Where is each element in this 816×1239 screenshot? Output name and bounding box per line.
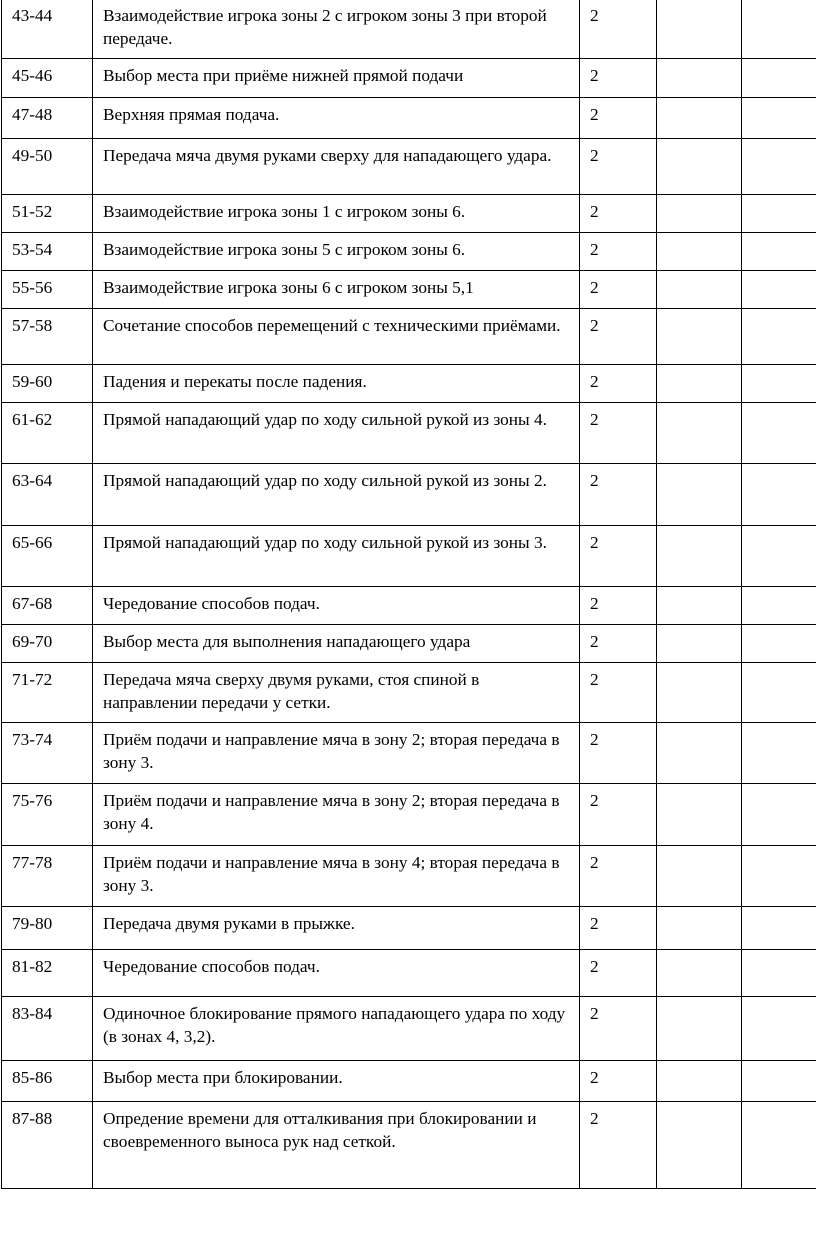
empty-cell	[657, 403, 742, 464]
empty-cell	[742, 907, 816, 950]
lesson-hours-cell: 2	[580, 195, 657, 233]
table-row	[2, 950, 816, 997]
lesson-hours-cell: 2	[580, 784, 657, 846]
lesson-hours-cell: 2	[580, 950, 657, 997]
table-row	[2, 907, 816, 950]
lesson-topic-cell: Передача мяча двумя руками сверху для нападающего удара.	[93, 139, 580, 195]
table-row	[2, 98, 816, 139]
empty-cell	[657, 98, 742, 139]
empty-cell	[742, 98, 816, 139]
lesson-number-cell: 67-68	[2, 587, 93, 625]
lesson-topic-cell: Чередование способов подач.	[93, 587, 580, 625]
lesson-number-cell: 79-80	[2, 907, 93, 950]
empty-cell	[742, 1061, 816, 1102]
lesson-number-cell: 43-44	[2, 0, 93, 59]
empty-cell	[657, 997, 742, 1061]
lesson-number-cell: 59-60	[2, 365, 93, 403]
empty-cell	[657, 907, 742, 950]
lesson-hours-cell: 2	[580, 59, 657, 98]
lesson-number-cell: 77-78	[2, 846, 93, 907]
table-row	[2, 663, 816, 723]
empty-cell	[742, 403, 816, 464]
lesson-hours-cell: 2	[580, 271, 657, 309]
empty-cell	[657, 1102, 742, 1189]
lesson-topic-cell: Приём подачи и направление мяча в зону 2; вторая передача в зону 4.	[93, 784, 580, 846]
lesson-topic-cell: Приём подачи и направление мяча в зону 4; вторая передача в зону 3.	[93, 846, 580, 907]
table-row	[2, 365, 816, 403]
empty-cell	[742, 195, 816, 233]
lesson-number-cell: 75-76	[2, 784, 93, 846]
empty-cell	[657, 625, 742, 663]
empty-cell	[742, 139, 816, 195]
lesson-topic-cell: Верхняя прямая подача.	[93, 98, 580, 139]
lesson-hours-cell: 2	[580, 526, 657, 587]
table-row	[2, 784, 816, 846]
empty-cell	[742, 784, 816, 846]
lesson-number-cell: 71-72	[2, 663, 93, 723]
lesson-topic-cell: Выбор места при блокировании.	[93, 1061, 580, 1102]
empty-cell	[657, 950, 742, 997]
empty-cell	[742, 997, 816, 1061]
lesson-hours-cell: 2	[580, 233, 657, 271]
empty-cell	[657, 526, 742, 587]
table-row	[2, 723, 816, 784]
empty-cell	[742, 625, 816, 663]
lesson-number-cell: 65-66	[2, 526, 93, 587]
empty-cell	[657, 846, 742, 907]
table-row	[2, 587, 816, 625]
table-row	[2, 233, 816, 271]
empty-cell	[657, 271, 742, 309]
lesson-topic-cell: Сочетание способов перемещений с техническими приёмами.	[93, 309, 580, 365]
empty-cell	[657, 0, 742, 59]
table-row	[2, 997, 816, 1061]
lesson-hours-cell: 2	[580, 365, 657, 403]
lesson-number-cell: 51-52	[2, 195, 93, 233]
lesson-topic-cell: Передача двумя руками в прыжке.	[93, 907, 580, 950]
empty-cell	[742, 587, 816, 625]
table-row	[2, 846, 816, 907]
lesson-number-cell: 61-62	[2, 403, 93, 464]
lesson-hours-cell: 2	[580, 309, 657, 365]
lesson-hours-cell: 2	[580, 663, 657, 723]
lesson-number-cell: 45-46	[2, 59, 93, 98]
empty-cell	[657, 365, 742, 403]
lesson-hours-cell: 2	[580, 723, 657, 784]
lesson-hours-cell: 2	[580, 0, 657, 59]
table-row	[2, 139, 816, 195]
lesson-topic-cell: Взаимодействие игрока зоны 6 с игроком зоны 5,1	[93, 271, 580, 309]
empty-cell	[657, 464, 742, 526]
lesson-number-cell: 53-54	[2, 233, 93, 271]
empty-cell	[657, 59, 742, 98]
lesson-hours-cell: 2	[580, 98, 657, 139]
lesson-hours-cell: 2	[580, 464, 657, 526]
empty-cell	[657, 139, 742, 195]
lesson-topic-cell: Прямой нападающий удар по ходу сильной рукой из зоны 3.	[93, 526, 580, 587]
table-row	[2, 271, 816, 309]
empty-cell	[742, 526, 816, 587]
table-row	[2, 403, 816, 464]
lesson-topic-cell: Опредение времени для отталкивания при блокировании и своевременного выноса рук над сеткой.	[93, 1102, 580, 1189]
empty-cell	[657, 587, 742, 625]
lesson-topic-cell: Чередование способов подач.	[93, 950, 580, 997]
empty-cell	[742, 723, 816, 784]
empty-cell	[742, 309, 816, 365]
empty-cell	[742, 233, 816, 271]
table-row	[2, 526, 816, 587]
empty-cell	[742, 464, 816, 526]
lesson-number-cell: 87-88	[2, 1102, 93, 1189]
lesson-topic-cell: Взаимодействие игрока зоны 5 с игроком зоны 6.	[93, 233, 580, 271]
lesson-topic-cell: Одиночное блокирование прямого нападающего удара по ходу (в зонах 4, 3,2).	[93, 997, 580, 1061]
empty-cell	[742, 365, 816, 403]
table-row	[2, 0, 816, 59]
lesson-hours-cell: 2	[580, 139, 657, 195]
lesson-topic-cell: Прямой нападающий удар по ходу сильной рукой из зоны 2.	[93, 464, 580, 526]
empty-cell	[657, 784, 742, 846]
lesson-hours-cell: 2	[580, 1102, 657, 1189]
empty-cell	[742, 0, 816, 59]
empty-cell	[657, 233, 742, 271]
lesson-number-cell: 49-50	[2, 139, 93, 195]
table-row	[2, 195, 816, 233]
lesson-hours-cell: 2	[580, 587, 657, 625]
empty-cell	[742, 846, 816, 907]
empty-cell	[742, 59, 816, 98]
lesson-topic-cell: Взаимодействие игрока зоны 1 с игроком зоны 6.	[93, 195, 580, 233]
lesson-plan-table	[1, 0, 816, 1189]
empty-cell	[657, 195, 742, 233]
lesson-hours-cell: 2	[580, 846, 657, 907]
lesson-number-cell: 81-82	[2, 950, 93, 997]
lesson-topic-cell: Взаимодействие игрока зоны 2 с игроком зоны 3 при второй передаче.	[93, 0, 580, 59]
lesson-topic-cell: Передача мяча сверху двумя руками, стоя спиной в направлении передачи у сетки.	[93, 663, 580, 723]
lesson-number-cell: 63-64	[2, 464, 93, 526]
empty-cell	[657, 723, 742, 784]
lesson-hours-cell: 2	[580, 625, 657, 663]
lesson-topic-cell: Падения и перекаты после падения.	[93, 365, 580, 403]
table-row	[2, 464, 816, 526]
empty-cell	[742, 950, 816, 997]
table-row	[2, 59, 816, 98]
lesson-topic-cell: Приём подачи и направление мяча в зону 2; вторая передача в зону 3.	[93, 723, 580, 784]
empty-cell	[742, 663, 816, 723]
lesson-topic-cell: Выбор места для выполнения нападающего удара	[93, 625, 580, 663]
lesson-topic-cell: Прямой нападающий удар по ходу сильной рукой из зоны 4.	[93, 403, 580, 464]
lesson-number-cell: 83-84	[2, 997, 93, 1061]
lesson-number-cell: 73-74	[2, 723, 93, 784]
lesson-number-cell: 85-86	[2, 1061, 93, 1102]
lesson-hours-cell: 2	[580, 403, 657, 464]
table-row	[2, 309, 816, 365]
lesson-number-cell: 57-58	[2, 309, 93, 365]
empty-cell	[742, 271, 816, 309]
table-row	[2, 1102, 816, 1189]
lesson-hours-cell: 2	[580, 997, 657, 1061]
empty-cell	[742, 1102, 816, 1189]
empty-cell	[657, 663, 742, 723]
lesson-number-cell: 55-56	[2, 271, 93, 309]
lesson-number-cell: 69-70	[2, 625, 93, 663]
table-row	[2, 625, 816, 663]
empty-cell	[657, 1061, 742, 1102]
lesson-hours-cell: 2	[580, 1061, 657, 1102]
lesson-hours-cell: 2	[580, 907, 657, 950]
table-row	[2, 1061, 816, 1102]
lesson-number-cell: 47-48	[2, 98, 93, 139]
empty-cell	[657, 309, 742, 365]
lesson-topic-cell: Выбор места при приёме нижней прямой подачи	[93, 59, 580, 98]
